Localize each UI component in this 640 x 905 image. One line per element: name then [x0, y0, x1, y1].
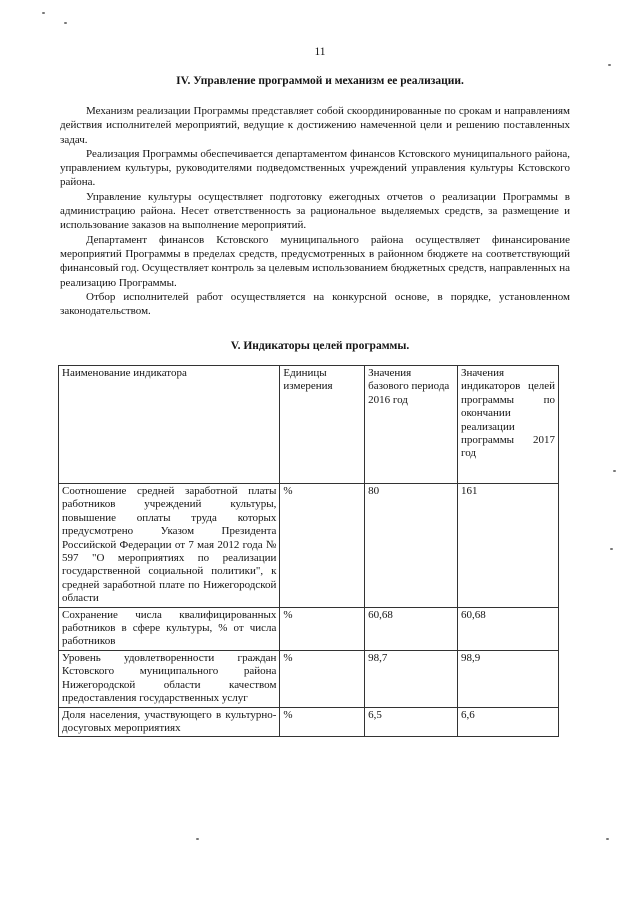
table-row: [59, 607, 559, 650]
indicator-name: Сохранение числа квалифицированных работников в сфере культуры, % от числа работников: [59, 607, 280, 650]
section-5-heading: V. Индикаторы целей программы.: [230, 340, 410, 352]
scan-speck: [610, 548, 613, 550]
section-4-body: [60, 104, 570, 318]
indicator-unit: %: [280, 484, 365, 608]
indicator-base: 80: [365, 484, 458, 608]
scan-speck: [608, 64, 611, 66]
table-header-row: [59, 366, 559, 484]
indicator-target: 60,68: [457, 607, 558, 650]
header-target-value: [457, 366, 558, 484]
indicators-table: [58, 365, 559, 737]
indicator-target: 6,6: [457, 707, 558, 737]
indicator-unit: %: [280, 707, 365, 737]
header-target-text: Значения индикаторов целей программы по окончании реализации программы 2017 год: [460, 367, 555, 460]
indicator-target: 98,9: [457, 650, 558, 707]
scan-speck: [196, 838, 199, 840]
indicator-name: Доля населения, участвующего в культурно-досуговых мероприятиях: [59, 707, 280, 737]
scan-speck: [613, 470, 616, 472]
scan-speck: [606, 838, 609, 840]
table-row: [59, 707, 559, 737]
page-number: 11: [314, 46, 326, 58]
paragraph: Отбор исполнителей работ осуществляется на конкурсной основе, в порядке, установленном законодательством.: [60, 290, 570, 318]
table-row: [59, 650, 559, 707]
indicator-name: Уровень удовлетворенности граждан Кстовского муниципального района Нижегородской области качеством предоставления государственных услуг: [59, 650, 280, 707]
paragraph: Управление культуры осуществляет подготовку ежегодных отчетов о реализации Программы в администрацию района. Несет ответственность за рациональное выделяемых средств, за размещение и использование заказов на выполнение мероприятий.: [60, 190, 570, 232]
paragraph: Департамент финансов Кстовского муниципального района осуществляет финансирование мероприятий Программы в пределах средств, предусмотренных в районном бюджете на соответствующий финансовый год. Осуществляет контроль за целевым использованием бюджетных средств, направленных на реализацию Программы.: [60, 233, 570, 289]
indicator-target: 161: [457, 484, 558, 608]
header-indicator-name: Наименование индикатора: [59, 366, 280, 484]
paragraph: Реализация Программы обеспечивается департаментом финансов Кстовского муниципального района, управлением культуры, руководителями подведомственных учреждений управления культуры Кстовского района.: [60, 147, 570, 189]
table-row: [59, 484, 559, 608]
header-base-value: Значения базового периода 2016 год: [365, 366, 458, 484]
indicator-unit: %: [280, 607, 365, 650]
scan-speck: [64, 22, 67, 24]
paragraph: Механизм реализации Программы представляет собой скоординированные по срокам и направлениям действия исполнителей мероприятий, ведущие к достижению намеченной цели и решению поставленных задач.: [60, 105, 570, 146]
indicator-base: 6,5: [365, 707, 458, 737]
indicator-unit: %: [280, 650, 365, 707]
indicator-base: 98,7: [365, 650, 458, 707]
scan-speck: [42, 12, 45, 14]
indicator-base: 60,68: [365, 607, 458, 650]
section-4-heading: IV. Управление программой и механизм ее реализации.: [176, 75, 464, 87]
header-unit: Единицы измерения: [280, 366, 365, 484]
indicator-name: Соотношение средней заработной платы работников учреждений культуры, повышение оплаты труда которых предусмотрено Указом Президента Российской Федерации от 7 мая 2012 года № 597 "О мероприятиях по реализации государственной социальной политики", к средней заработной плате по Нижегородской области: [59, 484, 280, 608]
